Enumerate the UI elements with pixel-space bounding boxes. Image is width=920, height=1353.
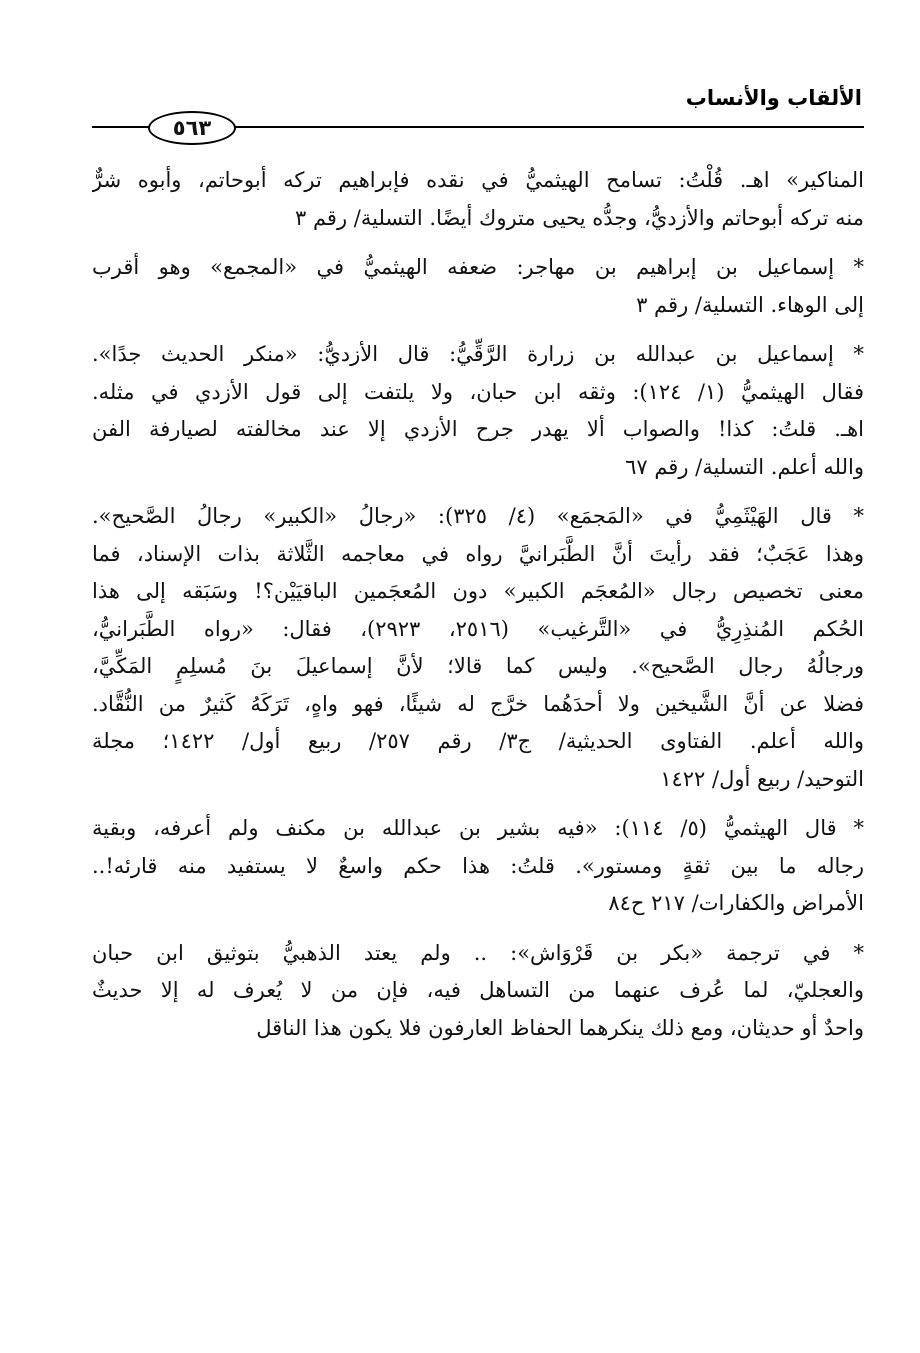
- text-line: فقال الهيثميُّ (١/ ١٢٤): وثقه ابن حبان، ولا يلتفت إلى قول الأزدي في مثله.: [92, 379, 864, 404]
- running-title: الألقاب والأنساب: [685, 86, 862, 110]
- paragraph: [92, 336, 864, 486]
- text-line: * قال الهيثميُّ (٥/ ١١٤): «فيه بشير بن عبدالله بن مكنف ولم أعرفه، وبقية: [92, 816, 864, 840]
- text-line: والعجليّ، لما عُرف عنهما من التساهل فيه، فإن من لا يُعرف له إلا حديثٌ: [92, 978, 864, 1002]
- text-line: واحدٌ أو حديثان، ومع ذلك ينكرهما الحفاظ العارفون فلا يكون هذا الناقل: [256, 1015, 864, 1040]
- text-line: الحُكم المُنذِرِيُّ في «التَّرغيب» (٢٥١٦، ٢٩٢٣)، فقال: «رواه الطَّبَرانيُّ،: [92, 616, 864, 641]
- text-line: فضلا عن أنَّ الشَّيخين ولا أحدَهُما خرَّج له شيئًا، فهو واهٍ، تَرَكَهُ كَثيرٌ من النُّقَّاد.: [92, 691, 864, 716]
- text-line: * في ترجمة «بكر بن قَرْوَاش»: .. ولم يعتد الذهبيُّ بتوثيق ابن حبان: [92, 940, 864, 965]
- paragraph: [92, 935, 864, 1048]
- text-line: التوحيد/ ربيع أول/ ١٤٢٢: [660, 766, 864, 791]
- text-line: والله أعلم. التسلية/ رقم ٦٧: [625, 454, 864, 479]
- page-number: ٥٦٣: [172, 116, 212, 140]
- text-line: * إسماعيل بن عبدالله بن زرارة الرَّقِّيُّ: قال الأزديُّ: «منكر الحديث جدًا».: [92, 342, 864, 366]
- paragraph: [92, 162, 864, 237]
- page-number-oval: [148, 111, 236, 145]
- text-line: رجاله ما بين ثقةٍ ومستور». قلتُ: هذا حكم واسعٌ لا يستفيد منه قارئه!..: [92, 853, 864, 878]
- text-line: الأمراض والكفارات/ ٢١٧ ح٨٤: [608, 891, 864, 915]
- text-line: وهذا عَجَبٌ؛ فقد رأيتَ أنَّ الطَّبَرانيَّ رواه في معاجمه الثَّلاثة بذات الإسناد، فما: [92, 541, 864, 566]
- text-line: * إسماعيل بن إبراهيم بن مهاجر: ضعفه الهيثميُّ في «المجمع» وهو أقرب: [92, 255, 864, 279]
- paragraph: [92, 249, 864, 324]
- text-line: المناكير» اهـ. قُلْتُ: تسامح الهيثميُّ في نقده فإبراهيم تركه أبوحاتم، وأبوه شرٌّ: [92, 168, 864, 192]
- text-line: إلى الوهاء. التسلية/ رقم ٣: [636, 292, 864, 317]
- text-line: اهـ. قلتُ: كذا! والصواب ألا يهدر جرح الأزدي إلا عند مخالفته لصيارفة الفن: [92, 417, 864, 441]
- text-line: منه تركه أبوحاتم والأزديُّ، وجدُّه يحيى متروك أيضًا. التسلية/ رقم ٣: [294, 205, 864, 230]
- paragraph: [92, 810, 864, 923]
- text-line: معنى تخصيص رجال «المُعجَم الكبير» دون المُعجَمين الباقيَيْن؟! وسَبَقه إلى هذا: [92, 579, 864, 603]
- paragraph: [92, 498, 864, 798]
- text-line: ورجالُهُ رجال الصَّحيح». وليس كما قالا؛ لأنَّ إسماعيلَ بنَ مُسلِمٍ المَكِّيَّ،: [92, 654, 864, 678]
- text-line: * قال الهَيْثَمِيُّ في «المَجمَع» (٤/ ٣٢٥): «رجالُ «الكبير» رجالُ الصَّحيح».: [92, 504, 864, 528]
- text-line: والله أعلم. الفتاوى الحديثية/ ج٣/ رقم ٢٥٧/ ربيع أول/ ١٤٢٢؛ مجلة: [92, 729, 864, 753]
- body-text: [92, 162, 864, 1057]
